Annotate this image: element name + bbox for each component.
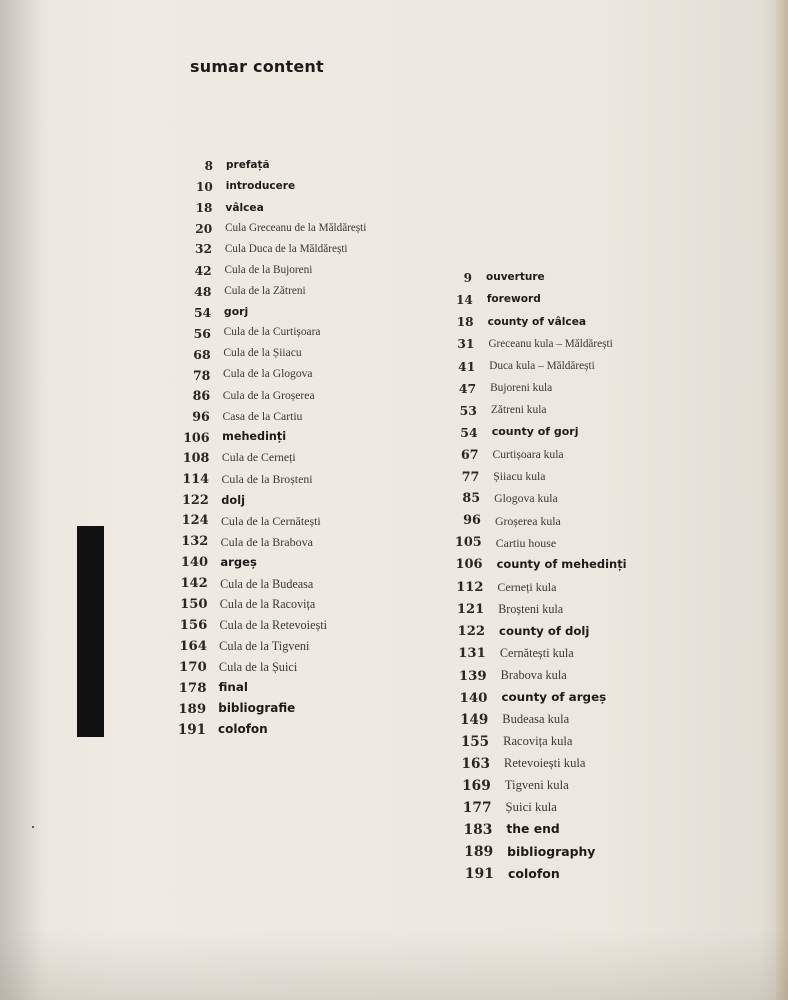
toc-item-title: Șiiacu kula xyxy=(493,469,546,483)
toc-page-number: 170 xyxy=(178,659,207,676)
toc-page-number: 140 xyxy=(459,689,488,706)
toc-item-title: Cula de la Zătreni xyxy=(224,284,306,297)
toc-page-number: 112 xyxy=(456,579,484,595)
toc-item-title: Cula de la Retevoiești xyxy=(219,618,328,633)
toc-page-number: 85 xyxy=(462,491,481,507)
toc-page-number: 96 xyxy=(463,513,481,529)
toc-page-number: 156 xyxy=(179,617,208,633)
toc-item-title: Cula de la Racovița xyxy=(219,597,316,612)
toc-item-title: Tigveni kula xyxy=(504,778,569,793)
toc-page-number: 8 xyxy=(204,159,213,173)
toc-item-title: Cula Greceanu de la Măldărești xyxy=(225,222,367,235)
toc-section-title: foreword xyxy=(486,293,541,306)
toc-page-number: 163 xyxy=(461,755,490,772)
toc-item-title: Cula de la Șuici xyxy=(218,659,298,674)
toc-page-number: 132 xyxy=(181,534,209,550)
toc-item-title: Cula de la Glogova xyxy=(223,368,313,381)
toc-section-title: county of gorj xyxy=(491,425,579,439)
toc-item-title: Cula de la Șiiacu xyxy=(223,347,302,360)
toc-page-number: 96 xyxy=(192,409,210,425)
toc-section-title: dolj xyxy=(221,492,246,507)
toc-item-title: Greceanu kula – Măldărești xyxy=(488,337,613,350)
toc-item-title: Glogova kula xyxy=(494,491,558,505)
toc-section-title: colofon xyxy=(508,866,560,881)
toc-page-number: 54 xyxy=(193,304,212,320)
toc-section-title: county of vâlcea xyxy=(487,315,587,329)
toc-section-title: gorj xyxy=(223,304,249,318)
toc-page-number: 42 xyxy=(194,263,212,279)
toc-page-number: 122 xyxy=(457,623,486,639)
toc-section-title: introducere xyxy=(225,179,296,192)
toc-page-number: 86 xyxy=(192,388,211,404)
toc-page-number: 14 xyxy=(456,293,473,308)
toc-section-title: county of mehedinți xyxy=(496,557,627,572)
toc-page-number: 108 xyxy=(182,450,210,466)
toc-page-number: 32 xyxy=(194,242,212,257)
toc-section-title: county of argeș xyxy=(501,689,607,704)
toc-page-number: 191 xyxy=(177,722,206,738)
bottom-shadow xyxy=(0,930,788,1000)
toc-page-number: 106 xyxy=(455,557,483,573)
toc-item-title: Șuici kula xyxy=(505,800,557,815)
toc-item-title: Curtișoara kula xyxy=(492,447,564,461)
toc-section-title: the end xyxy=(506,821,560,836)
toc-item-title: Brabova kula xyxy=(500,668,567,683)
toc-page-number: 169 xyxy=(462,777,491,794)
toc-item-title: Groșerea kula xyxy=(494,513,561,528)
toc-page-number: 124 xyxy=(181,513,209,529)
toc-item-title: Cula de la Budeasa xyxy=(220,576,314,591)
toc-page-number: 41 xyxy=(458,359,476,375)
toc-page-number: 155 xyxy=(460,733,490,750)
toc-page-number: 121 xyxy=(456,601,485,617)
toc-item-title: Broșteni kula xyxy=(498,602,564,617)
toc-page-number: 150 xyxy=(180,596,208,612)
toc-item-title: Casa de la Cartiu xyxy=(222,409,303,423)
toc-page-number: 178 xyxy=(178,680,207,697)
decorative-black-bar xyxy=(77,526,104,737)
toc-page-number: 18 xyxy=(195,200,213,215)
toc-page-number: 149 xyxy=(460,711,489,728)
toc-item-title: Cartiu house xyxy=(495,535,557,550)
page-title: sumar content xyxy=(190,57,324,76)
toc-section-title: county of dolj xyxy=(499,623,590,638)
toc-page-number: 18 xyxy=(456,315,474,330)
toc-section-title: vâlcea xyxy=(225,200,264,214)
toc-page-number: 139 xyxy=(458,667,487,684)
toc-item-title: Cernătești kula xyxy=(499,646,574,661)
toc-item-title: Cula de la Tigveni xyxy=(219,639,310,654)
toc-page-number: 77 xyxy=(461,469,480,485)
toc-page-number: 177 xyxy=(462,799,492,816)
toc-item-title: Cula de la Groșerea xyxy=(222,388,315,402)
toc-item-title: Cerneți kula xyxy=(497,580,557,595)
toc-section-title: ouverture xyxy=(486,271,545,283)
toc-page-number: 106 xyxy=(183,430,210,446)
toc-item-title: Bujoreni kula xyxy=(490,381,553,394)
spine-shadow xyxy=(0,0,48,1000)
toc-item-title: Racovița kula xyxy=(503,734,573,749)
toc-page-number: 105 xyxy=(454,535,482,551)
toc-page-number: 10 xyxy=(195,179,213,194)
toc-page-number: 189 xyxy=(178,701,207,718)
toc-page-number: 53 xyxy=(459,403,477,419)
toc-page-number: 47 xyxy=(458,381,477,397)
toc-page-number: 164 xyxy=(179,638,208,654)
toc-page-number: 54 xyxy=(460,425,478,441)
toc-page-number: 122 xyxy=(181,492,209,508)
toc-page-number: 56 xyxy=(193,325,211,341)
toc-page-number: 48 xyxy=(194,284,212,300)
toc-section-title: prefață xyxy=(226,159,270,171)
toc-section-title: argeș xyxy=(220,555,257,570)
toc-page-number: 131 xyxy=(458,645,486,661)
toc-item-title: Cula de la Broșteni xyxy=(221,472,313,487)
toc-page-number: 31 xyxy=(457,337,475,352)
toc-page-number: 114 xyxy=(182,471,210,487)
toc-page-number: 189 xyxy=(464,843,494,860)
toc-item-title: Zătreni kula xyxy=(490,403,547,416)
toc-item-title: Cula de la Brabova xyxy=(220,534,313,549)
toc-page-number: 9 xyxy=(463,271,472,285)
toc-item-title: Cula de la Cernătești xyxy=(220,513,321,528)
toc-section-title: colofon xyxy=(218,722,268,736)
toc-item-title: Cula Duca de la Măldărești xyxy=(224,242,348,255)
toc-page-number: 78 xyxy=(192,367,211,383)
toc-page-number: 67 xyxy=(461,447,479,463)
toc-item-title: Duca kula – Măldărești xyxy=(489,359,595,372)
toc-page-number: 191 xyxy=(464,866,494,882)
toc-page-number: 68 xyxy=(193,346,211,362)
toc-section-title: bibliografie xyxy=(218,701,296,716)
toc-page-number: 142 xyxy=(180,576,208,592)
toc-item-title: Retevoiești kula xyxy=(503,756,586,771)
page-edge xyxy=(776,0,788,1000)
toc-page-number: 140 xyxy=(180,555,209,571)
decorative-dot xyxy=(32,826,34,828)
toc-item-title: Budeasa kula xyxy=(502,712,570,727)
toc-section-title: final xyxy=(218,680,248,695)
toc-item-title: Cula de Cerneți xyxy=(221,451,296,465)
toc-item-title: Cula de la Bujoreni xyxy=(224,263,313,276)
toc-item-title: Cula de la Curtișoara xyxy=(223,326,321,339)
toc-page-number: 183 xyxy=(463,821,493,838)
toc-section-title: mehedinți xyxy=(222,430,287,444)
toc-section-title: bibliography xyxy=(507,843,596,859)
toc-page-number: 20 xyxy=(195,221,213,236)
